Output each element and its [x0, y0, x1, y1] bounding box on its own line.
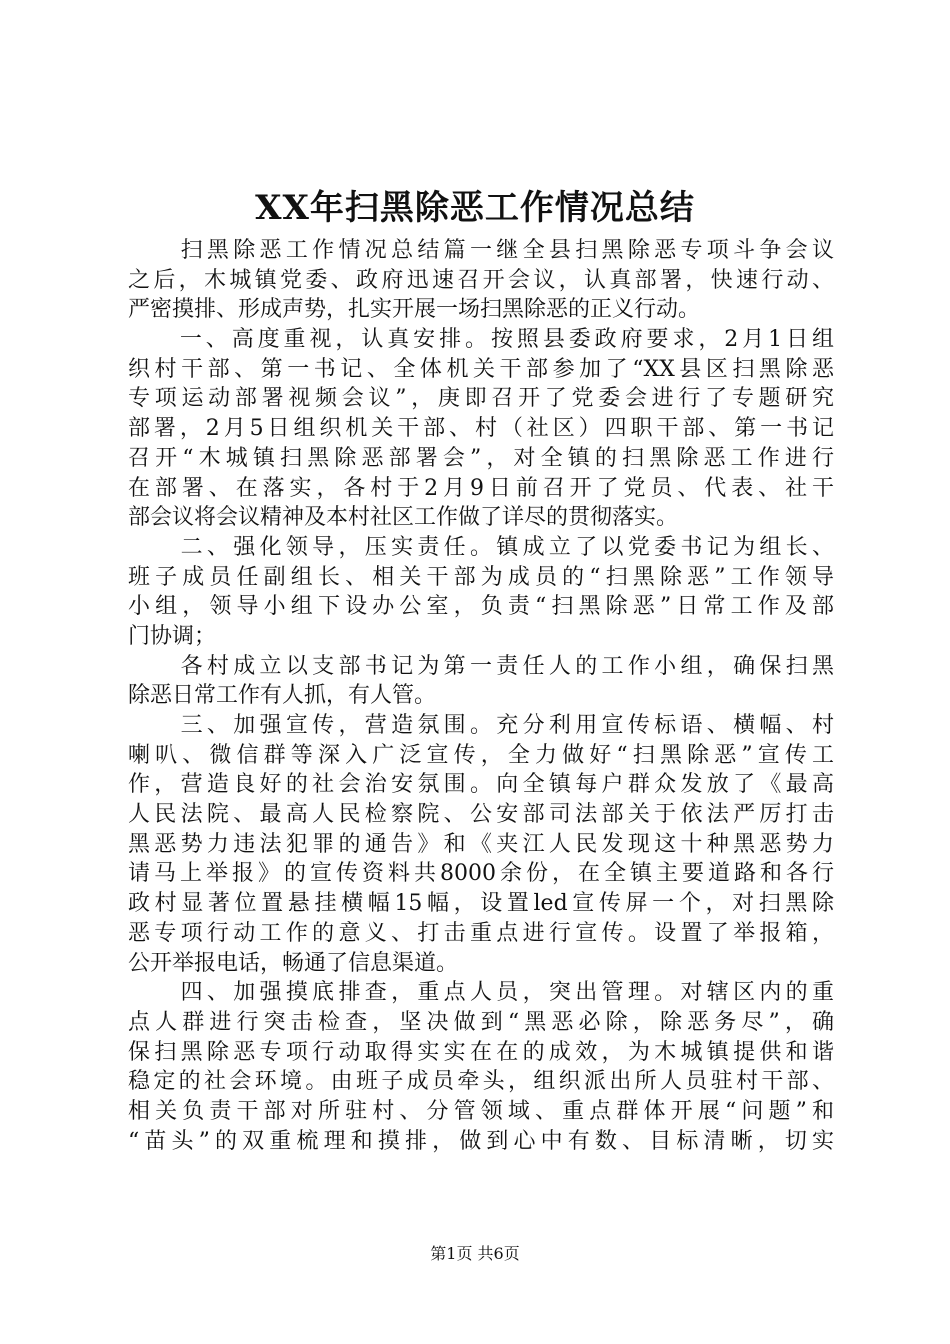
- body-line: 请马上举报》的宣传资料共8000余份，在全镇主要道路和各行: [128, 861, 834, 887]
- body-line: 保扫黑除恶专项行动取得实实在在的成效，为木城镇提供和谐: [128, 1039, 834, 1065]
- body-line: 门协调；: [128, 623, 217, 649]
- body-line: 专项运动部署视频会议”，庚即召开了党委会进行了专题研究: [128, 386, 834, 412]
- body-line: 各村成立以支部书记为第一责任人的工作小组，确保扫黑: [128, 653, 834, 679]
- body-line: 在部署、在落实，各村于2月9日前召开了党员、代表、社干: [128, 475, 834, 501]
- body-line: 相关负责干部对所驻村、分管领域、重点群体开展“问题”和: [128, 1098, 834, 1124]
- body-line: 三、加强宣传，营造氛围。充分利用宣传标语、横幅、村: [128, 713, 834, 738]
- body-line: 除恶日常工作有人抓，有人管。: [128, 683, 437, 709]
- body-line: 二、强化领导，压实责任。镇成立了以党委书记为组长、: [128, 534, 834, 560]
- body-line: 政村显著位置悬挂横幅15幅，设置led宣传屏一个，对扫黑除: [128, 891, 834, 917]
- body-line: 一、高度重视，认真安排。按照县委政府要求，2月1日组: [128, 327, 834, 353]
- body-line: 点人群进行突击检查，坚决做到“黑恶必除，除恶务尽”，确: [128, 1009, 834, 1035]
- body-line: 恶专项行动工作的意义、打击重点进行宣传。设置了举报箱，: [128, 920, 834, 946]
- body-line: 严密摸排、形成声势，扎实开展一场扫黑除恶的正义行动。: [128, 297, 701, 323]
- body-line: 四、加强摸底排查，重点人员，突出管理。对辖区内的重: [128, 980, 834, 1006]
- body-line: 公开举报电话，畅通了信息渠道。: [128, 950, 459, 976]
- body-line: 班子成员任副组长、相关干部为成员的“扫黑除恶”工作领导: [128, 564, 834, 590]
- body-line: 喇叭、微信群等深入广泛宣传，全力做好“扫黑除恶”宣传工: [128, 742, 834, 768]
- body-line: “苗头”的双重梳理和摸排，做到心中有数、目标清晰，切实: [128, 1128, 834, 1154]
- body-line: 黑恶势力违法犯罪的通告》和《夹江人民发现这十种黑恶势力: [128, 831, 834, 857]
- document-title: XX年扫黑除恶工作情况总结: [255, 188, 695, 228]
- document-body: [128, 236, 834, 1156]
- body-line: 人民法院、最高人民检察院、公安部司法部关于依法严厉打击: [128, 802, 834, 828]
- body-line: 稳定的社会环境。由班子成员牵头，组织派出所人员驻村干部、: [128, 1069, 834, 1095]
- body-line: 部署，2月5日组织机关干部、村（社区）四职干部、第一书记: [128, 416, 834, 442]
- body-line: 小组，领导小组下设办公室，负责“扫黑除恶”日常工作及部: [128, 594, 834, 620]
- body-line: 召开“木城镇扫黑除恶部署会”，对全镇的扫黑除恶工作进行: [128, 445, 834, 471]
- body-line: 作，营造良好的社会治安氛围。向全镇每户群众发放了《最高: [128, 772, 834, 798]
- body-line: 织村干部、第一书记、全体机关干部参加了“XX县区扫黑除恶: [128, 356, 834, 382]
- page-indicator: 第1页 共6页: [430, 1244, 520, 1263]
- body-line: 之后，木城镇党委、政府迅速召开会议，认真部署，快速行动、: [128, 267, 834, 293]
- body-line: 扫黑除恶工作情况总结篇一继全县扫黑除恶专项斗争会议: [128, 238, 834, 263]
- body-line: 部会议将会议精神及本村社区工作做了详尽的贯彻落实。: [128, 505, 679, 531]
